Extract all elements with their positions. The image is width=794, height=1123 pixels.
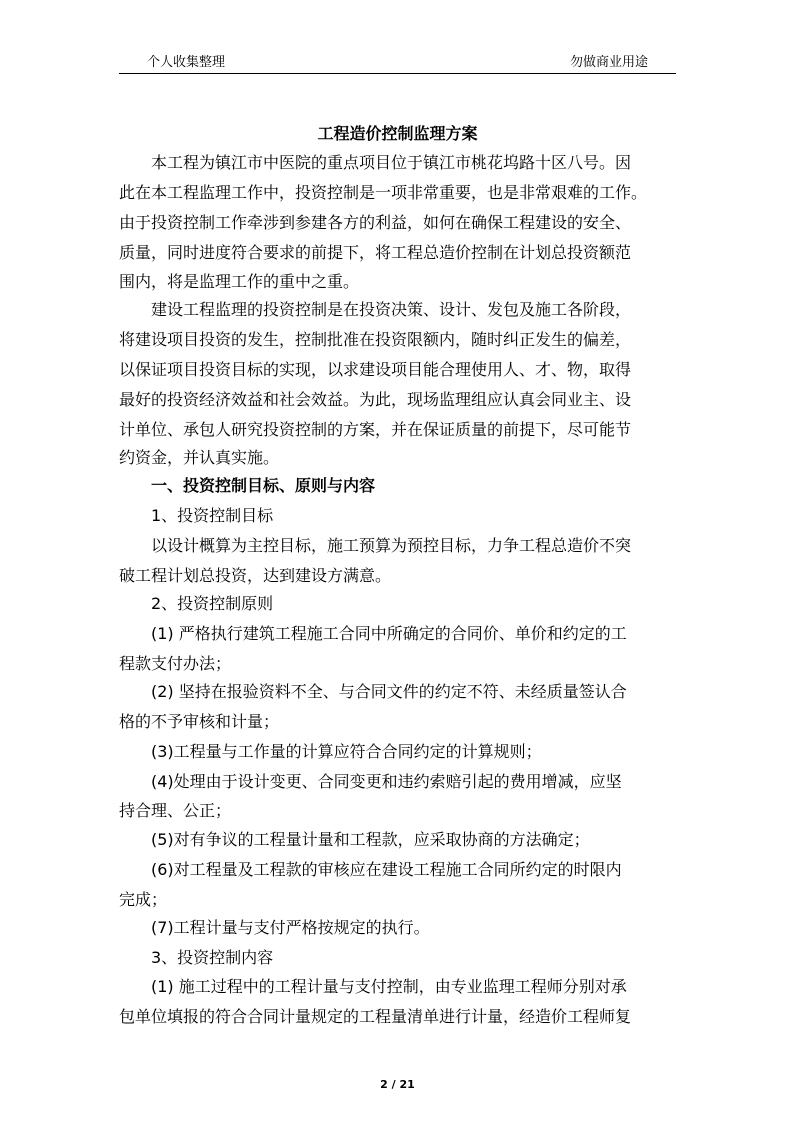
body-line: (7)工程计量与支付严格按规定的执行。 xyxy=(151,918,430,937)
body-line: 将建设项目投资的发生，控制批准在投资限额内，随时纠正发生的偏差， xyxy=(119,330,632,349)
body-line: 以设计概算为主控目标，施工预算为预控目标，力争工程总造价不突 xyxy=(151,536,632,555)
subsection-heading: 2、投资控制原则 xyxy=(151,594,274,613)
body-line: 程款支付办法； xyxy=(119,654,232,673)
body-line: 此在本工程监理工作中，投资控制是一项非常重要，也是非常艰难的工作。 xyxy=(119,183,648,202)
body-line: 格的不予审核和计量； xyxy=(119,712,280,731)
body-line: (1) 严格执行建筑工程施工合同中所确定的合同价、单价和约定的工 xyxy=(151,624,627,643)
body-line: 约资金，并认真实施。 xyxy=(119,448,280,467)
body-line: 包单位填报的符合合同计量规定的工程量清单进行计量，经造价工程师复 xyxy=(119,1007,632,1026)
body-line: (2) 坚持在报验资料不全、与合同文件的约定不符、未经质量签认合 xyxy=(151,682,627,701)
body-line: 由于投资控制工作牵涉到参建各方的利益，如何在确保工程建设的安全、 xyxy=(119,213,632,232)
body-line: 破工程计划总投资，达到建设方满意。 xyxy=(119,566,392,585)
section-heading: 一、投资控制目标、原则与内容 xyxy=(151,476,376,495)
body-line: 最好的投资经济效益和社会效益。为此，现场监理组应认真会同业主、设 xyxy=(119,390,632,409)
body-line: 建设工程监理的投资控制是在投资决策、设计、发包及施工各阶段， xyxy=(151,300,632,319)
body-line: 持合理、公正； xyxy=(119,801,232,820)
header-divider xyxy=(119,73,676,74)
body-line: 质量，同时进度符合要求的前提下，将工程总造价控制在计划总投资额范 xyxy=(119,243,632,262)
body-line: (4)处理由于设计变更、合同变更和违约索赔引起的费用增减，应坚 xyxy=(151,772,622,791)
subsection-heading: 1、投资控制目标 xyxy=(151,506,274,525)
document-title: 工程造价控制监理方案 xyxy=(317,124,478,143)
body-line: (6)对工程量及工程款的审核应在建设工程施工合同所约定的时限内 xyxy=(151,860,622,879)
body-line: (1) 施工过程中的工程计量与支付控制，由专业监理工程师分别对承 xyxy=(151,977,627,996)
body-line: 完成； xyxy=(119,890,168,909)
body-line: 以保证项目投资目标的实现，以求建设项目能合理使用人、才、物，取得 xyxy=(119,360,632,379)
page-number: 2 / 21 xyxy=(380,1078,415,1091)
body-line: 计单位、承包人研究投资控制的方案，并在保证质量的前提下，尽可能节 xyxy=(119,420,632,439)
subsection-heading: 3、投资控制内容 xyxy=(151,948,274,967)
header-right-text: 勿做商业用途 xyxy=(570,55,649,70)
body-line: 本工程为镇江市中医院的重点项目位于镇江市桃花坞路十区八号。因 xyxy=(151,153,632,172)
body-line: (5)对有争议的工程量计量和工程款，应采取协商的方法确定； xyxy=(151,830,590,849)
body-line: 围内，将是监理工作的重中之重。 xyxy=(119,272,360,291)
header-left-text: 个人收集整理 xyxy=(147,55,226,70)
body-line: (3)工程量与工作量的计算应符合合同约定的计算规则； xyxy=(151,742,542,761)
